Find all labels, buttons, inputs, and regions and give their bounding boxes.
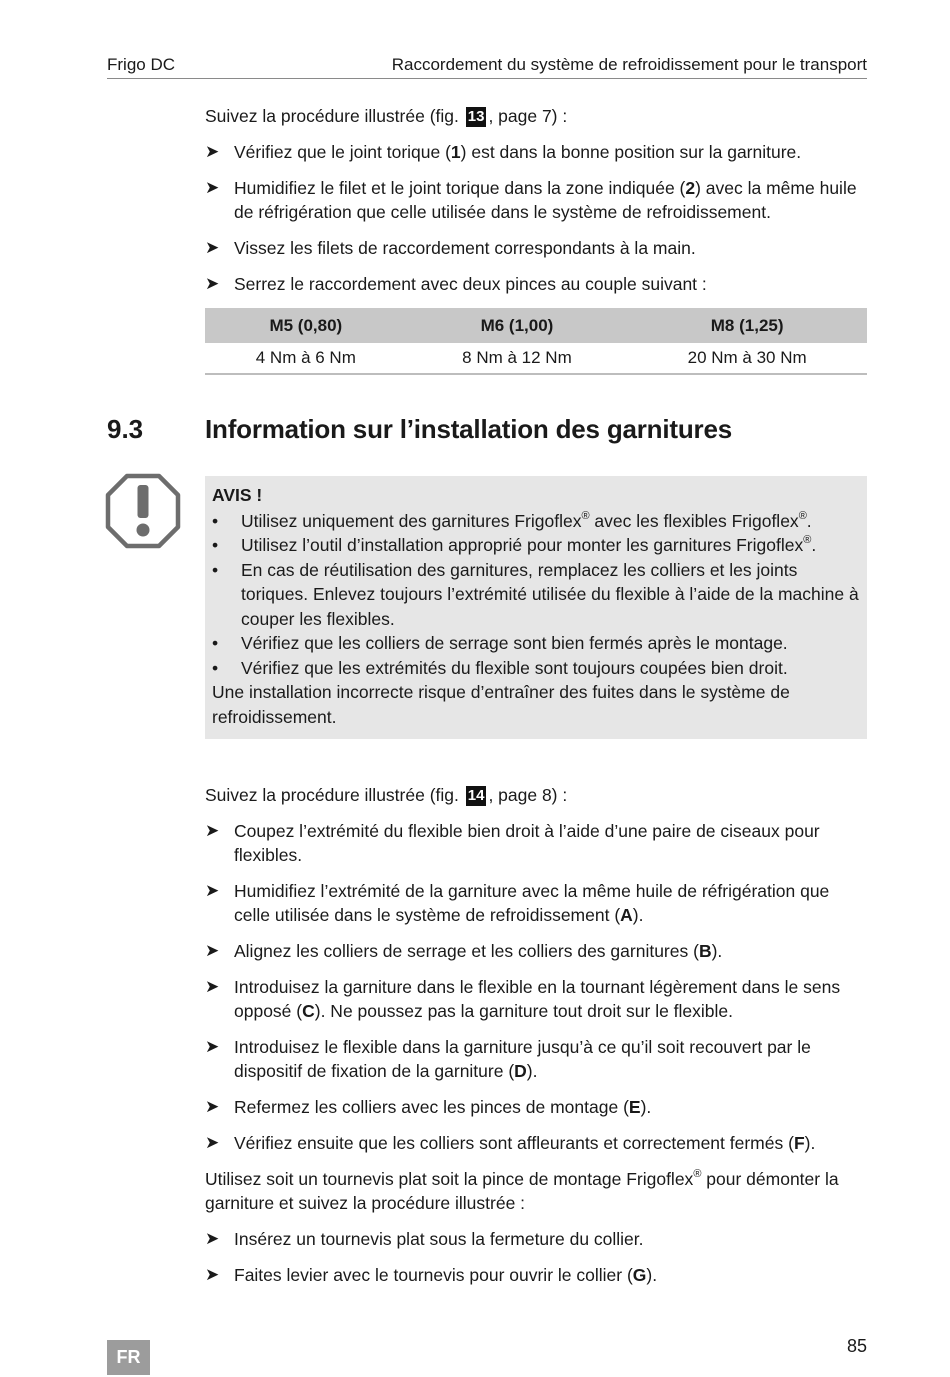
notice-box <box>205 476 867 739</box>
figure-ref: 13 <box>467 108 485 125</box>
table-header-cell: M5 (0,80) <box>205 308 407 343</box>
step: ➤ Vissez les filets de raccordement correspondants à la main. <box>205 238 696 258</box>
table-row <box>205 343 867 374</box>
step: ➤ Coupez l’extrémité du flexible bien droit à l’aide d’une paire de ciseaux pour flexibles. <box>205 821 820 865</box>
arrow-icon: ➤ <box>205 1133 220 1152</box>
table-header-cell: M6 (1,00) <box>407 308 628 343</box>
bullet-icon: • <box>212 633 219 653</box>
step: ➤ Humidifiez l’extrémité de la garniture avec la même huile de réfrigération que celle utilisée dans le système de refroidissement (A). <box>205 881 830 925</box>
procedure-block-2 <box>205 783 867 1299</box>
figure-ref: 14 <box>467 787 485 804</box>
step: ➤ Vérifiez que le joint torique (1) est dans la bonne position sur la garniture. <box>205 142 802 162</box>
arrow-icon: ➤ <box>205 178 220 197</box>
procedure-intro: Suivez la procédure illustrée (fig. 14 , page 8) : <box>205 785 568 805</box>
step: ➤ Introduisez le flexible dans la garniture jusqu’à ce qu’il soit recouvert par le dispositif de fixation de la garniture (D). <box>205 1037 811 1081</box>
table-header-cell: M8 (1,25) <box>627 308 867 343</box>
section-number: 9.3 <box>107 414 144 444</box>
procedure-intro: Suivez la procédure illustrée (fig. 13 , page 7) : <box>205 106 568 126</box>
bullet-icon: • <box>212 535 219 555</box>
step: ➤ Introduisez la garniture dans le flexible en la tournant légèrement dans le sens opposé (C). Ne poussez pas la garniture tout droit sur le flexible. <box>205 977 841 1021</box>
arrow-icon: ➤ <box>205 1097 220 1116</box>
step: ➤ Humidifiez le filet et le joint torique dans la zone indiquée (2) avec la même huile de réfrigération que celle utilisée dans le système de refroidissement. <box>205 178 857 222</box>
table-cell: 8 Nm à 12 Nm <box>407 343 628 374</box>
step: ➤ Serrez le raccordement avec deux pinces au couple suivant : <box>205 274 707 294</box>
arrow-icon: ➤ <box>205 821 220 840</box>
notice-item: • Utilisez l’outil d’installation approprié pour monter les garnitures Frigoflex®. <box>212 533 859 558</box>
page-number: 85 <box>846 1336 867 1356</box>
language-tab: FR <box>107 1340 150 1375</box>
torque-table <box>205 308 867 375</box>
notice-item: • Vérifiez que les extrémités du flexible sont toujours coupées bien droit. <box>212 656 859 681</box>
bullet-icon: • <box>212 559 219 580</box>
running-header <box>107 53 867 79</box>
arrow-icon: ➤ <box>205 142 220 161</box>
step: ➤ Faites levier avec le tournevis pour ouvrir le collier (G). <box>205 1265 658 1285</box>
step: ➤ Insérez un tournevis plat sous la fermeture du collier. <box>205 1229 644 1249</box>
arrow-icon: ➤ <box>205 238 220 257</box>
table-header-row <box>205 308 867 343</box>
notice-item: • En cas de réutilisation des garnitures, remplacez les colliers et les joints toriques. Enlevez toujours l’extrémité utilisée du flexible à l’aide de la machine à couper les flexibles. <box>212 559 859 629</box>
step: ➤ Alignez les colliers de serrage et les colliers des garnitures (B). <box>205 941 723 961</box>
procedure-block-1 <box>205 104 867 375</box>
step: ➤ Vérifiez ensuite que les colliers sont affleurants et correctement fermés (F). <box>205 1133 816 1153</box>
arrow-icon: ➤ <box>205 1037 220 1056</box>
bullet-icon: • <box>212 657 219 678</box>
notice-item: • Vérifiez que les colliers de serrage sont bien fermés après le montage. <box>212 631 859 656</box>
warning-icon <box>105 473 181 549</box>
step: ➤ Refermez les colliers avec les pinces de montage (E). <box>205 1097 652 1117</box>
arrow-icon: ➤ <box>205 1229 220 1248</box>
bullet-icon: • <box>212 510 219 531</box>
notice-item: • Utilisez uniquement des garnitures Frigoflex® avec les flexibles Frigoflex®. <box>212 509 859 534</box>
arrow-icon: ➤ <box>205 977 220 996</box>
removal-intro: Utilisez soit un tournevis plat soit la pince de montage Frigoflex® pour démonter la garniture et suivez la procédure illustrée : <box>205 1168 839 1213</box>
table-cell: 4 Nm à 6 Nm <box>205 343 407 374</box>
notice-title: AVIS ! <box>212 485 263 505</box>
arrow-icon: ➤ <box>205 881 220 900</box>
header-chapter: Raccordement du système de refroidissement pour le transport <box>391 55 867 74</box>
section-title: Information sur l’installation des garnitures <box>205 414 732 444</box>
arrow-icon: ➤ <box>205 1265 220 1284</box>
table-cell: 20 Nm à 30 Nm <box>627 343 867 374</box>
arrow-icon: ➤ <box>205 941 220 960</box>
notice-footer: Une installation incorrecte risque d’entraîner des fuites dans le système de refroidissement. <box>212 682 790 727</box>
header-product: Frigo DC <box>107 55 176 74</box>
arrow-icon: ➤ <box>205 274 220 293</box>
